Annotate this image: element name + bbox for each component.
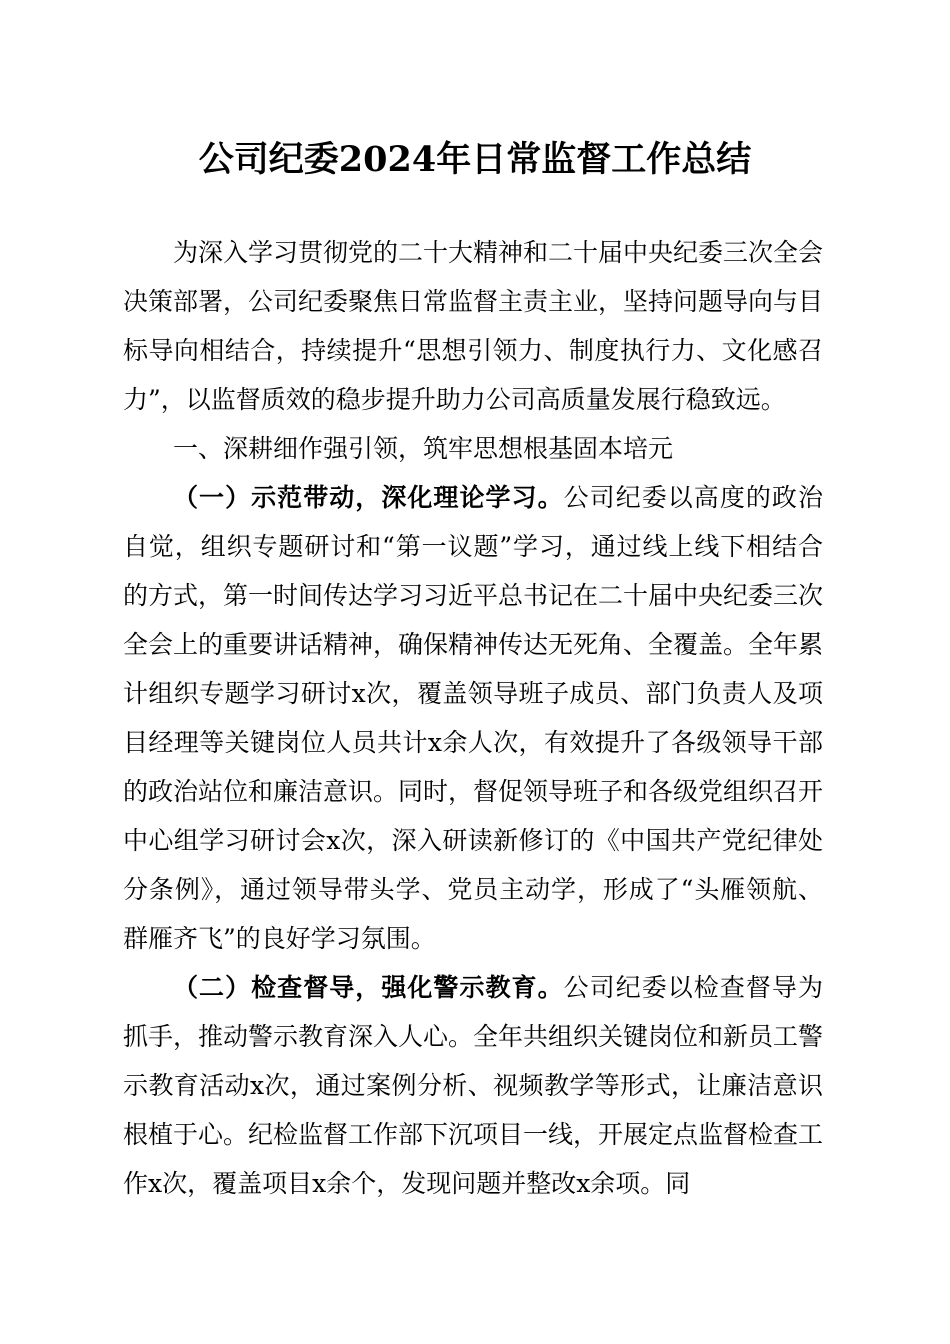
paragraph-subhead: （二）检查督导，强化警示教育。 bbox=[173, 973, 564, 1002]
paragraph-inspection bbox=[123, 963, 823, 1208]
section-heading: 一、深耕细作强引领，筑牢思想根基固本培元 bbox=[173, 434, 674, 463]
paragraph-study bbox=[123, 473, 823, 963]
intro-paragraph: 为深入学习贯彻党的二十大精神和二十届中央纪委三次全会决策部署，公司纪委聚焦日常监督主责主业，坚持问题导向与目标导向相结合，持续提升“思想引领力、制度执行力、文化感召力”，以监督质效的稳步提升助力公司高质量发展行稳致远。 bbox=[123, 238, 824, 414]
document-body bbox=[123, 228, 823, 1208]
document-title: 公司纪委2024年日常监督工作总结 bbox=[198, 139, 752, 180]
paragraph-text: 公司纪委以高度的政治自觉，组织专题研讨和“第一议题”学习，通过线上线下相结合的方式，第一时间传达学习习近平总书记在二十届中央纪委三次全会上的重要讲话精神，确保精神传达无死角、全覆盖。全年累计组织专题学习研讨x次，覆盖领导班子成员、部门负责人及项目经理等关键岗位人员共计x余人次，有效提升了各级领导干部的政治站位和廉洁意识。同时，督促领导班子和各级党组织召开中心组学习研讨会x次，深入研读新修订的《中国共产党纪律处分条例》，通过领导带头学、党员主动学，形成了“头雁领航、群雁齐飞”的良好学习氛围。 bbox=[123, 483, 824, 953]
paragraph-subhead: （一）示范带动，深化理论学习。 bbox=[173, 483, 564, 512]
paragraph-text: 公司纪委以检查督导为抓手，推动警示教育深入人心。全年共组织关键岗位和新员工警示教育活动x次，通过案例分析、视频教学等形式，让廉洁意识根植于心。纪检监督工作部下沉项目一线，开展定点监督检查工作x次，覆盖项目x余个，发现问题并整改x余项。同 bbox=[123, 973, 824, 1198]
